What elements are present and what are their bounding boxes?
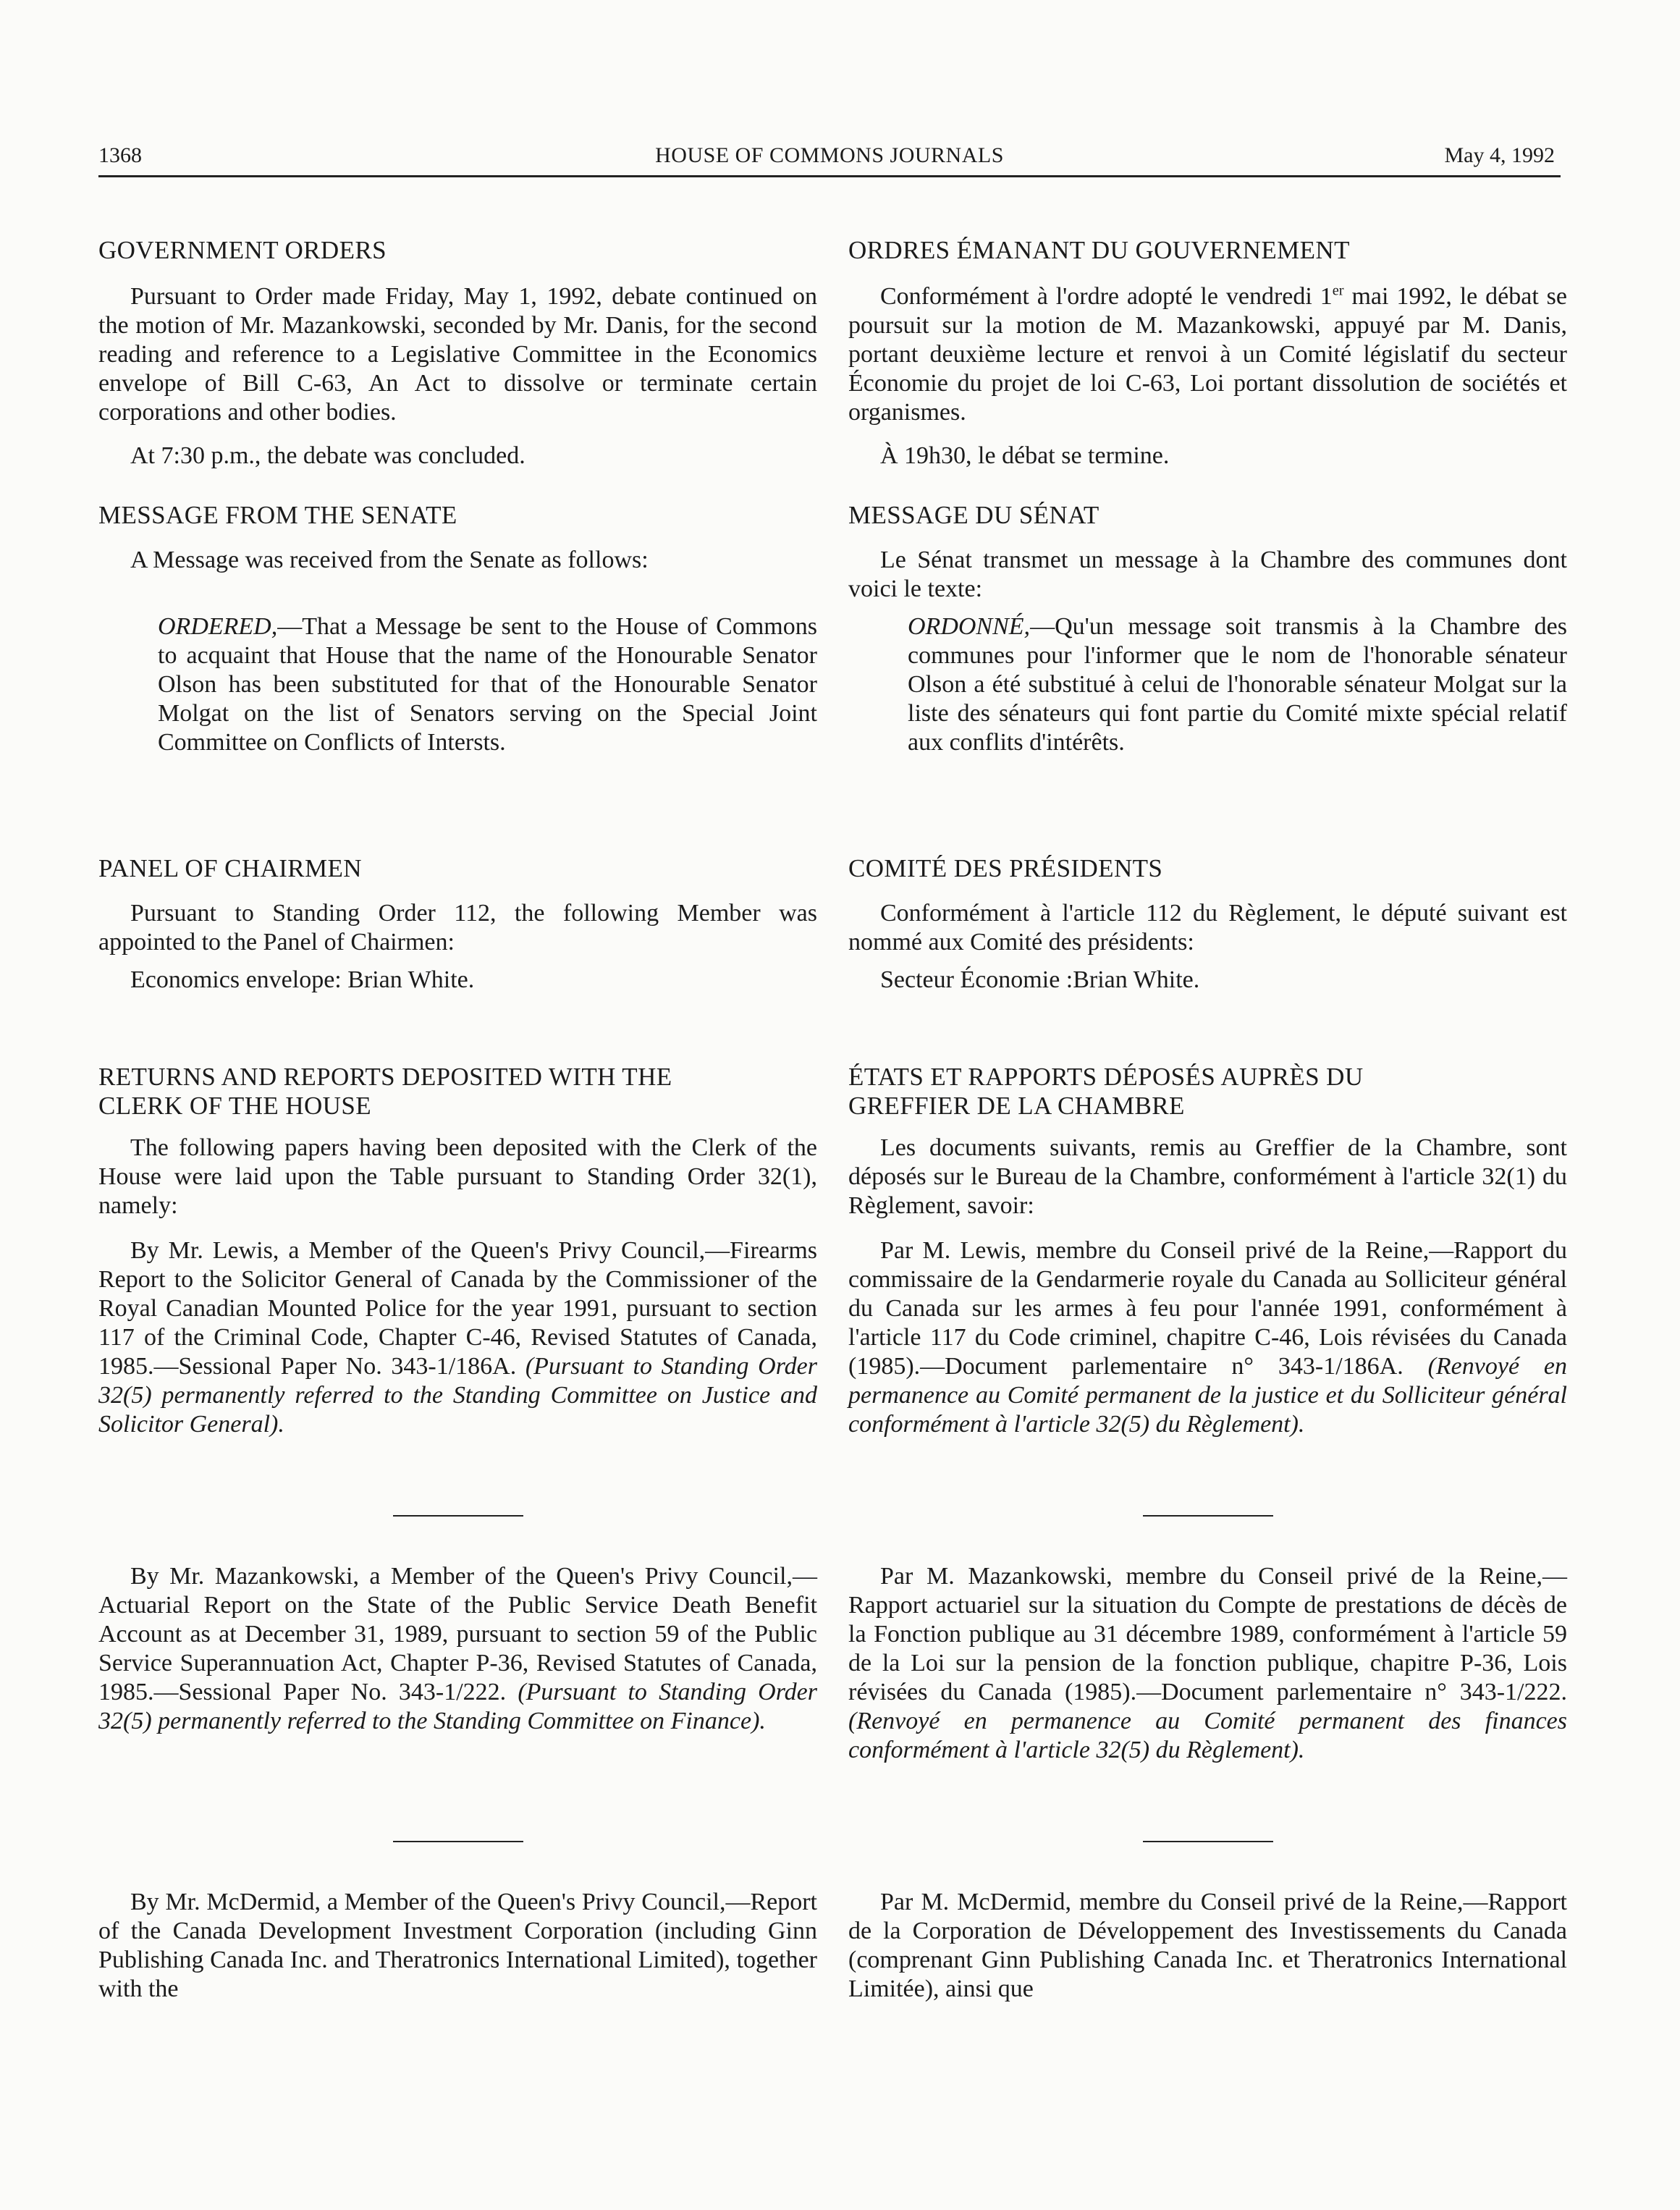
ordres-gouvernement-paragraph <box>848 282 1567 427</box>
debat-termine-paragraph: À 19h30, le débat se termine. <box>880 442 1170 469</box>
section-title-etats-line-2: GREFFIER DE LA CHAMBRE <box>848 1092 1185 1120</box>
mcdermid-document-paragraph: Par M. McDermid, membre du Conseil privé de la Reine,—Rapport de la Corporation de Développement des Investissements du Canada (comprenant Ginn Publishing Canada Inc. et Theratronics International Limitée), ainsi que <box>848 1889 1567 2002</box>
section-title-senate-message: MESSAGE FROM THE SENATE <box>98 501 457 529</box>
mazankowski-document-text: Par M. Mazankowski, membre du Conseil privé de la Reine,—Rapport actuariel sur la situation du Compte de prestations de décès de la Fonction publique au 31 décembre 1989, conformément à l'article 59 de la Loi sur la pension de la fonction publique, chapitre P-36, Lois révisées du Canada (1985).—Document parlementaire n° 343-1/222. <box>848 1563 1567 1705</box>
separator-rule <box>393 1515 523 1517</box>
senate-intro-paragraph: A Message was received from the Senate as follows: <box>130 547 649 573</box>
ordonne-label: ORDONNÉ, <box>908 613 1031 640</box>
senate-quote-text: —That a Message be sent to the House of Commons to acquaint that House that the name of the Honourable Senator Olson has been substituted for that of the Honourable Senator Molgat on the list of Senators serving on the Special Joint Committee on Conflicts of Intersts. <box>158 613 817 756</box>
comite-paragraph: Conformément à l'article 112 du Règlement, le député suivant est nommé aux Comité des présidents: <box>848 900 1567 956</box>
mazankowski-document-renvoi: (Renvoyé en permanence au Comité permanent des finances conformément à l'article 32(5) du Règlement). <box>848 1708 1567 1763</box>
government-orders-paragraph: Pursuant to Order made Friday, May 1, 1992, debate continued on the motion of Mr. Mazankowski, seconded by Mr. Danis, for the second reading and reference to a Legislative Committee in the Economics envelope of Bill C-63, An Act to dissolve or terminate certain corporations and other bodies. <box>98 283 817 426</box>
section-title-ordres-gouvernement: ORDRES ÉMANANT DU GOUVERNEMENT <box>848 236 1350 264</box>
mazankowski-paper-paragraph <box>98 1562 817 1736</box>
section-title-etats-line-1: ÉTATS ET RAPPORTS DÉPOSÉS AUPRÈS DU <box>848 1063 1364 1091</box>
comite-nomination: Secteur Économie :Brian White. <box>880 966 1200 993</box>
returns-intro-paragraph: The following papers having been deposited with the Clerk of the House were laid upon the Table pursuant to Standing Order 32(1), namely: <box>98 1134 817 1219</box>
section-title-returns-line-2: CLERK OF THE HOUSE <box>98 1092 371 1120</box>
page-header <box>98 140 1561 177</box>
panel-paragraph: Pursuant to Standing Order 112, the following Member was appointed to the Panel of Chairmen: <box>98 900 817 956</box>
lewis-document-text: Par M. Lewis, membre du Conseil privé de la Reine,—Rapport du commissaire de la Gendarmerie royale du Canada au Solliciteur général du Canada sur les armes à feu pour l'année 1991, conformément à l'article 117 du Code criminel, chapitre C-46, Lois révisées du Canada (1985).—Document parlementaire n° 343-1/186A. <box>848 1237 1567 1380</box>
lewis-paper-referral: (Pursuant to Standing Order 32(5) permanently referred to the Standing Committee on Justice and Solicitor General). <box>98 1353 817 1438</box>
page-number: 1368 <box>98 143 142 167</box>
lewis-paper-text: By Mr. Lewis, a Member of the Queen's Privy Council,—Firearms Report to the Solicitor General of Canada by the Commissioner of the Royal Canadian Mounted Police for the year 1991, pursuant to section 117 of the Criminal Code, Chapter C-46, Revised Statutes of Canada, 1985.—Sessional Paper No. 343-1/186A. <box>98 1237 817 1380</box>
lewis-document-renvoi: (Renvoyé en permanence au Comité permanent de la justice et du Solliciteur général conformément à l'article 32(5) du Règlement). <box>848 1353 1567 1438</box>
ordres-text-b: mai 1992, le débat se poursuit sur la motion de M. Mazankowski, appuyé par M. Danis, portant deuxième lecture et renvoi à un Comité législatif du secteur Économie du projet de loi C-63, Loi portant dissolution de sociétés et organismes. <box>848 283 1567 426</box>
mazankowski-paper-referral: (Pursuant to Standing Order 32(5) permanently referred to the Standing Committee on Finance). <box>98 1679 817 1734</box>
mazankowski-document-paragraph <box>848 1562 1567 1765</box>
separator-rule <box>1143 1515 1273 1517</box>
section-title-panel-of-chairmen: PANEL OF CHAIRMEN <box>98 854 362 882</box>
journal-title: HOUSE OF COMMONS JOURNALS <box>655 143 1004 167</box>
section-title-message-senat: MESSAGE DU SÉNAT <box>848 501 1099 529</box>
section-title-returns-line-1: RETURNS AND REPORTS DEPOSITED WITH THE <box>98 1063 672 1091</box>
senat-intro-paragraph: Le Sénat transmet un message à la Chambre des communes dont voici le texte: <box>848 547 1567 602</box>
ordered-label: ORDERED, <box>158 613 278 640</box>
mcdermid-paper-paragraph: By Mr. McDermid, a Member of the Queen's Privy Council,—Report of the Canada Development Investment Corporation (including Ginn Publishing Canada Inc. and Theratronics International Limited), together with the <box>98 1889 817 2002</box>
section-title-comite-presidents: COMITÉ DES PRÉSIDENTS <box>848 854 1163 882</box>
senate-quote <box>158 612 817 757</box>
lewis-paper-paragraph <box>98 1236 817 1439</box>
etats-intro-paragraph: Les documents suivants, remis au Greffier de la Chambre, sont déposés sur le Bureau de la Chambre, conformément à l'article 32(1) du Règlement, savoir: <box>848 1134 1567 1219</box>
separator-rule <box>1143 1841 1273 1842</box>
section-title-government-orders: GOVERNMENT ORDERS <box>98 236 387 264</box>
senat-quote-text: —Qu'un message soit transmis à la Chambre des communes pour l'informer que le nom de l'honorable sénateur Olson a été substitué à celui de l'honorable sénateur Molgat sur la liste des sénateurs qui font partie du Comité mixte spécial relatif aux conflits d'intérêts. <box>908 613 1567 756</box>
debate-concluded-paragraph: At 7:30 p.m., the debate was concluded. <box>130 442 525 469</box>
separator-rule <box>393 1841 523 1842</box>
panel-appointment: Economics envelope: Brian White. <box>130 966 475 993</box>
lewis-document-paragraph <box>848 1236 1567 1439</box>
header-date: May 4, 1992 <box>1444 143 1555 167</box>
mazankowski-paper-text: By Mr. Mazankowski, a Member of the Queen's Privy Council,—Actuarial Report on the State of the Public Service Death Benefit Account as at December 31, 1989, pursuant to section 59 of the Public Service Superannuation Act, Chapter P-36, Revised Statutes of Canada, 1985.—Sessional Paper No. 343-1/222. <box>98 1563 817 1705</box>
ordres-text-a: Conformément à l'ordre adopté le vendredi 1 <box>880 283 1333 310</box>
ordinal-superscript: er <box>1332 282 1344 299</box>
senat-quote <box>908 612 1567 757</box>
